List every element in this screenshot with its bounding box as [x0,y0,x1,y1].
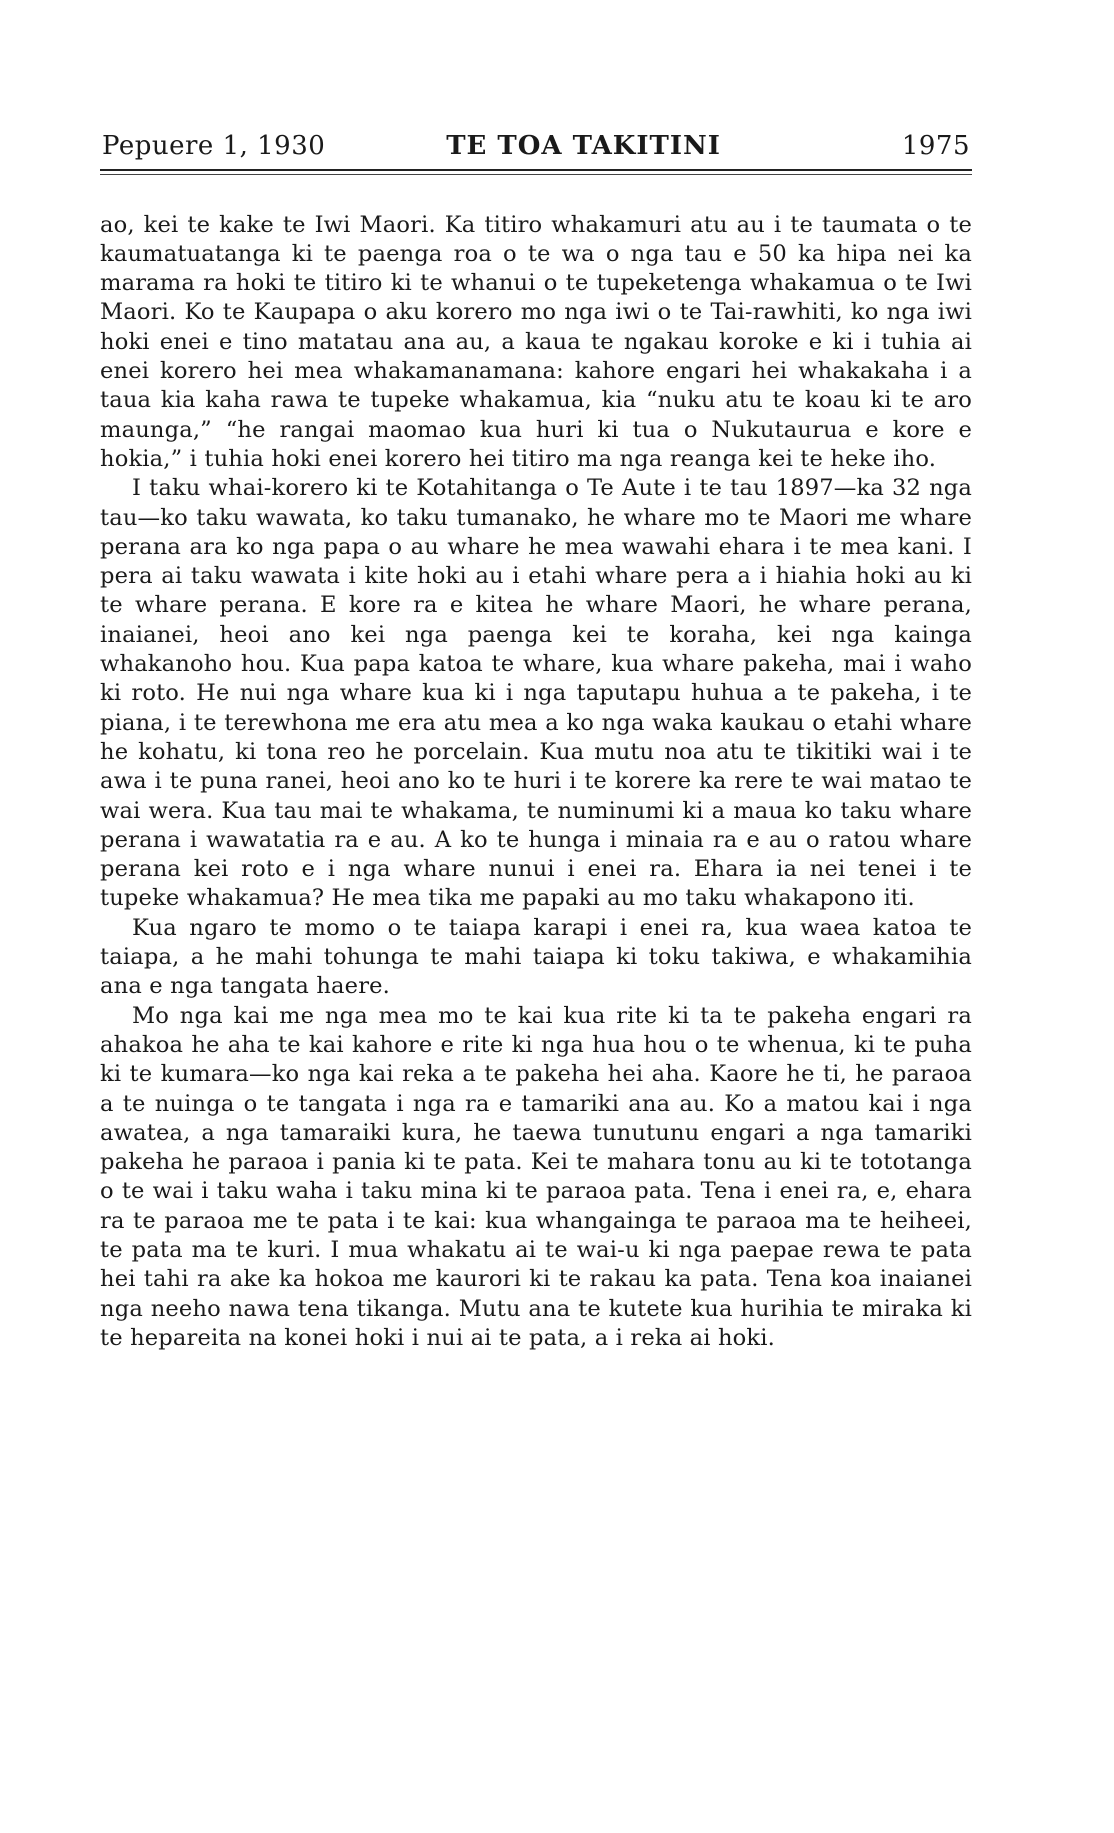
document-page [100,132,972,1353]
article-body [100,211,972,1354]
paragraph: Kua ngaro te momo o te taiapa karapi i enei ra, kua waea katoa te taiapa, a he mahi tohunga te mahi taiapa ki toku takiwa, e whakamihia ana e nga tangata haere. [100,914,972,1000]
paragraph: Mo nga kai me nga mea mo te kai kua rite ki ta te pakeha engari ra ahakoa he aha te kai kahore e rite ki nga hua hou o te whenua, ki te puha ki te kumara—ko nga kai reka a te pakeha hei aha. Kaore he ti, he paraoa a te nuinga o te tangata i nga ra e tamariki ana au. Ko a matou kai i nga awatea, a nga tamaraiki kura, he taewa tunutunu engari a nga tamariki pakeha he paraoa i pania ki te pata. Kei te mahara tonu au ki te tototanga o te wai i taku waha i taku mina ki te paraoa pata. Tena i enei ra, e, ehara ra te paraoa me te pata i te kai: kua whangainga te paraoa ma te heiheei, te pata ma te kuri. I mua whakatu ai te wai-u ki nga paepae rewa te pata hei tahi ra ake ka hokoa me kaurori ki te rakau ka pata. Tena koa inaianei nga neeho nawa tena tikanga. Mutu ana te kutete kua hurihia te miraka ki te hepareita na konei hoki i nui ai te pata, a i reka ai hoki. [100,1002,972,1351]
page-number: 1975 [901,131,970,161]
paragraph: I taku whai-korero ki te Kotahitanga o Te Aute i te tau 1897—ka 32 nga tau—ko taku wawata, ko taku tumanako, he whare mo te Maori me whare perana ara ko nga papa o au whare he mea wawahi ehara i te mea kani. I pera ai taku wawata i kite hoki au i etahi whare pera a i hiahia hoki au ki te whare perana. E kore ra e kitea he whare Maori, he whare perana, inaianei, heoi ano kei nga paenga kei te koraha, kei nga kainga whakanoho hou. Kua papa katoa te whare, kua whare pakeha, mai i waho ki roto. He nui nga whare kua ki i nga taputapu huhua a te pakeha, i te piana, i te terewhona me era atu mea a ko nga waka kaukau o etahi whare he kohatu, ki tona reo he porcelain. Kua mutu noa atu te tikitiki wai i te awa i te puna ranei, heoi ano ko te huri i te korere ka rere te wai matao te wai wera. Kua tau mai te whakama, te numinumi ki a maua ko taku whare perana i wawatatia ra e au. A ko te hunga i minaia ra e au o ratou whare perana kei roto e i nga whare nunui i enei ra. Ehara ia nei tenei i te tupeke whakamua? He mea tika me papaki au mo taku whakapono iti. [100,475,972,912]
publication-title: TE TOA TAKITINI [446,131,721,161]
issue-date: Pepuere 1, 1930 [102,131,326,161]
header-rule [100,169,972,175]
running-header [100,132,972,161]
paragraph: ao, kei te kake te Iwi Maori. Ka titiro whakamuri atu au i te taumata o te kaumatuatanga ki te paenga roa o te wa o nga tau e 50 ka hipa nei ka marama ra hoki te titiro ki te whanui o te tupeketenga whakamua o te Iwi Maori. Ko te Kaupapa o aku korero mo nga iwi o te Tai-rawhiti, ko nga iwi hoki enei e tino matatau ana au, a kaua te ngakau koroke e ki i tuhia ai enei korero hei mea whakamanamana: kahore engari hei whakakaha i a taua kia kaha rawa te tupeke whakamua, kia “nuku atu te koau ki te aro maunga,” “he rangai maomao kua huri ki tua o Nukutaurua e kore e hokia,” i tuhia hoki enei korero hei titiro ma nga reanga kei te heke iho. [100,211,972,472]
